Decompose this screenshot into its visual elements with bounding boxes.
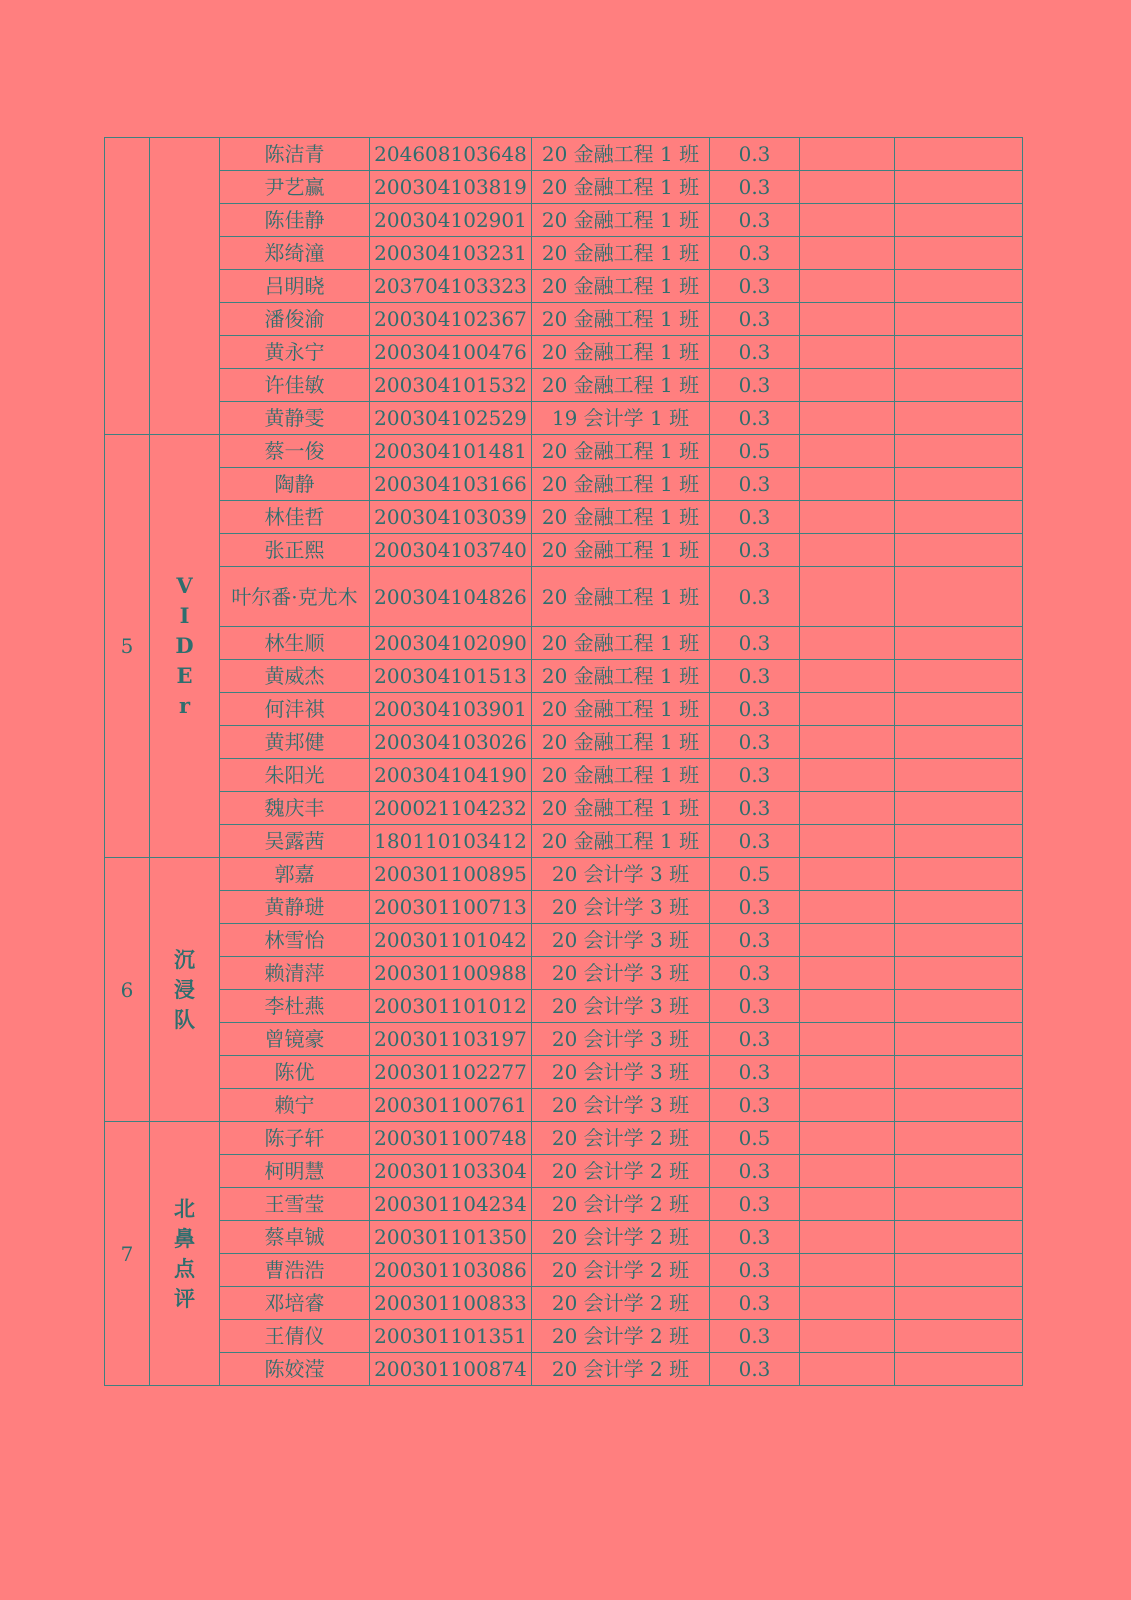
score-value: 0.3 [710, 693, 800, 726]
student-id: 200301100895 [370, 858, 532, 891]
member-name: 郭嘉 [220, 858, 370, 891]
class-name: 20 金融工程 1 班 [532, 171, 710, 204]
member-name: 陈子轩 [220, 1122, 370, 1155]
score-value: 0.5 [710, 858, 800, 891]
score-value: 0.3 [710, 1056, 800, 1089]
table-row [105, 1353, 1023, 1386]
student-id: 200304101532 [370, 369, 532, 402]
member-name: 吴露茜 [220, 825, 370, 858]
score-value: 0.3 [710, 303, 800, 336]
table-row [105, 237, 1023, 270]
student-id: 200304101481 [370, 435, 532, 468]
team-name-cell [150, 138, 220, 435]
empty-cell [895, 1254, 1023, 1287]
table-row [105, 1089, 1023, 1122]
empty-cell [800, 990, 895, 1023]
score-value: 0.3 [710, 891, 800, 924]
empty-cell [800, 501, 895, 534]
class-name: 20 会计学 2 班 [532, 1287, 710, 1320]
table-row [105, 726, 1023, 759]
empty-cell [895, 534, 1023, 567]
class-name: 20 会计学 2 班 [532, 1188, 710, 1221]
class-name: 20 会计学 3 班 [532, 957, 710, 990]
score-value: 0.3 [710, 1353, 800, 1386]
class-name: 20 金融工程 1 班 [532, 270, 710, 303]
member-name: 陈优 [220, 1056, 370, 1089]
table-row [105, 501, 1023, 534]
score-value: 0.3 [710, 369, 800, 402]
member-name: 陈洁青 [220, 138, 370, 171]
student-id: 200301102277 [370, 1056, 532, 1089]
table-row [105, 693, 1023, 726]
empty-cell [800, 567, 895, 627]
member-name: 尹艺赢 [220, 171, 370, 204]
empty-cell [895, 1221, 1023, 1254]
team-name: VIDEr [175, 573, 194, 718]
student-id: 200304100476 [370, 336, 532, 369]
empty-cell [800, 435, 895, 468]
empty-cell [800, 336, 895, 369]
class-name: 20 会计学 2 班 [532, 1353, 710, 1386]
student-id: 200301100874 [370, 1353, 532, 1386]
score-value: 0.3 [710, 759, 800, 792]
empty-cell [800, 1353, 895, 1386]
empty-cell [895, 204, 1023, 237]
class-name: 20 会计学 2 班 [532, 1221, 710, 1254]
score-value: 0.3 [710, 1155, 800, 1188]
table-row [105, 627, 1023, 660]
empty-cell [800, 1155, 895, 1188]
member-name: 赖清萍 [220, 957, 370, 990]
empty-cell [800, 237, 895, 270]
member-name: 陈佳静 [220, 204, 370, 237]
member-name: 黄静雯 [220, 402, 370, 435]
class-name: 20 会计学 3 班 [532, 924, 710, 957]
table-row [105, 1023, 1023, 1056]
class-name: 20 会计学 2 班 [532, 1320, 710, 1353]
student-id: 200304103901 [370, 693, 532, 726]
member-name: 黄永宁 [220, 336, 370, 369]
score-value: 0.3 [710, 171, 800, 204]
class-name: 20 金融工程 1 班 [532, 726, 710, 759]
empty-cell [800, 1122, 895, 1155]
score-value: 0.3 [710, 138, 800, 171]
student-id: 200301101351 [370, 1320, 532, 1353]
empty-cell [800, 204, 895, 237]
empty-cell [895, 924, 1023, 957]
empty-cell [800, 1254, 895, 1287]
student-id: 200304102901 [370, 204, 532, 237]
score-value: 0.3 [710, 270, 800, 303]
member-name: 潘俊渝 [220, 303, 370, 336]
student-id: 200301100713 [370, 891, 532, 924]
empty-cell [800, 891, 895, 924]
student-id: 200301101012 [370, 990, 532, 1023]
member-name: 朱阳光 [220, 759, 370, 792]
empty-cell [800, 726, 895, 759]
student-id: 203704103323 [370, 270, 532, 303]
member-name: 黄邦健 [220, 726, 370, 759]
member-name: 蔡卓铖 [220, 1221, 370, 1254]
class-name: 20 金融工程 1 班 [532, 759, 710, 792]
empty-cell [800, 270, 895, 303]
class-name: 20 金融工程 1 班 [532, 237, 710, 270]
team-name: 北鼻点评 [174, 1195, 195, 1311]
table-row [105, 990, 1023, 1023]
table-row [105, 435, 1023, 468]
empty-cell [895, 1023, 1023, 1056]
empty-cell [895, 759, 1023, 792]
team-name-cell [150, 435, 220, 858]
table-row [105, 534, 1023, 567]
group-number: 5 [105, 435, 150, 858]
member-name: 曾镜豪 [220, 1023, 370, 1056]
member-name: 李杜燕 [220, 990, 370, 1023]
student-id: 200304103231 [370, 237, 532, 270]
empty-cell [800, 138, 895, 171]
class-name: 20 会计学 3 班 [532, 990, 710, 1023]
student-id: 200304103026 [370, 726, 532, 759]
student-id: 200301100748 [370, 1122, 532, 1155]
member-name: 蔡一俊 [220, 435, 370, 468]
score-value: 0.3 [710, 957, 800, 990]
table-row [105, 1155, 1023, 1188]
empty-cell [895, 1056, 1023, 1089]
table-row [105, 468, 1023, 501]
score-value: 0.3 [710, 825, 800, 858]
member-name: 陶静 [220, 468, 370, 501]
score-value: 0.3 [710, 534, 800, 567]
table-row [105, 270, 1023, 303]
member-name: 黄静琎 [220, 891, 370, 924]
member-name: 林生顺 [220, 627, 370, 660]
empty-cell [800, 303, 895, 336]
empty-cell [800, 627, 895, 660]
empty-cell [895, 237, 1023, 270]
student-id: 200301104234 [370, 1188, 532, 1221]
empty-cell [800, 792, 895, 825]
class-name: 20 金融工程 1 班 [532, 792, 710, 825]
member-table [104, 137, 1023, 1386]
group-number: 7 [105, 1122, 150, 1386]
empty-cell [895, 1155, 1023, 1188]
score-value: 0.3 [710, 627, 800, 660]
student-id: 200304103740 [370, 534, 532, 567]
table-row [105, 138, 1023, 171]
empty-cell [895, 1320, 1023, 1353]
empty-cell [800, 1221, 895, 1254]
empty-cell [895, 627, 1023, 660]
table-row [105, 759, 1023, 792]
member-name: 魏庆丰 [220, 792, 370, 825]
student-id: 180110103412 [370, 825, 532, 858]
empty-cell [800, 924, 895, 957]
member-name: 许佳敏 [220, 369, 370, 402]
score-value: 0.5 [710, 1122, 800, 1155]
member-name: 王雪莹 [220, 1188, 370, 1221]
class-name: 20 金融工程 1 班 [532, 627, 710, 660]
class-name: 19 会计学 1 班 [532, 402, 710, 435]
empty-cell [895, 336, 1023, 369]
student-id: 200304103166 [370, 468, 532, 501]
student-id: 200021104232 [370, 792, 532, 825]
member-table-body [105, 138, 1023, 1386]
score-value: 0.3 [710, 1023, 800, 1056]
student-id: 200304101513 [370, 660, 532, 693]
member-name: 林佳哲 [220, 501, 370, 534]
empty-cell [895, 1122, 1023, 1155]
table-row [105, 567, 1023, 627]
score-value: 0.3 [710, 792, 800, 825]
score-value: 0.3 [710, 660, 800, 693]
score-value: 0.3 [710, 1320, 800, 1353]
table-row [105, 1320, 1023, 1353]
empty-cell [800, 534, 895, 567]
empty-cell [895, 270, 1023, 303]
table-row [105, 402, 1023, 435]
class-name: 20 会计学 3 班 [532, 891, 710, 924]
class-name: 20 金融工程 1 班 [532, 534, 710, 567]
class-name: 20 金融工程 1 班 [532, 303, 710, 336]
student-id: 200304103819 [370, 171, 532, 204]
table-row [105, 204, 1023, 237]
member-name: 曹浩浩 [220, 1254, 370, 1287]
student-id: 200301100988 [370, 957, 532, 990]
empty-cell [895, 825, 1023, 858]
member-name: 何沣祺 [220, 693, 370, 726]
empty-cell [895, 369, 1023, 402]
student-id: 204608103648 [370, 138, 532, 171]
student-id: 200304102090 [370, 627, 532, 660]
class-name: 20 金融工程 1 班 [532, 369, 710, 402]
score-value: 0.3 [710, 1089, 800, 1122]
empty-cell [895, 792, 1023, 825]
student-id: 200304104826 [370, 567, 532, 627]
class-name: 20 会计学 2 班 [532, 1122, 710, 1155]
table-row [105, 1056, 1023, 1089]
group-number [105, 138, 150, 435]
class-name: 20 金融工程 1 班 [532, 468, 710, 501]
score-value: 0.3 [710, 924, 800, 957]
table-row [105, 858, 1023, 891]
score-value: 0.3 [710, 237, 800, 270]
student-id: 200301103304 [370, 1155, 532, 1188]
empty-cell [800, 1089, 895, 1122]
class-name: 20 金融工程 1 班 [532, 693, 710, 726]
table-row [105, 1287, 1023, 1320]
empty-cell [800, 369, 895, 402]
member-name: 陈姣滢 [220, 1353, 370, 1386]
empty-cell [800, 171, 895, 204]
score-value: 0.3 [710, 1188, 800, 1221]
empty-cell [800, 759, 895, 792]
table-row [105, 924, 1023, 957]
empty-cell [895, 303, 1023, 336]
empty-cell [895, 567, 1023, 627]
empty-cell [895, 1188, 1023, 1221]
score-value: 0.3 [710, 990, 800, 1023]
table-row [105, 1254, 1023, 1287]
table-row [105, 369, 1023, 402]
student-id: 200304103039 [370, 501, 532, 534]
table-row [105, 1221, 1023, 1254]
empty-cell [800, 858, 895, 891]
empty-cell [800, 693, 895, 726]
class-name: 20 金融工程 1 班 [532, 435, 710, 468]
empty-cell [800, 1023, 895, 1056]
empty-cell [800, 1320, 895, 1353]
empty-cell [895, 1353, 1023, 1386]
table-row [105, 957, 1023, 990]
student-id: 200301101350 [370, 1221, 532, 1254]
table-row [105, 825, 1023, 858]
member-name: 赖宁 [220, 1089, 370, 1122]
empty-cell [895, 891, 1023, 924]
score-value: 0.3 [710, 567, 800, 627]
class-name: 20 会计学 3 班 [532, 1089, 710, 1122]
class-name: 20 会计学 3 班 [532, 858, 710, 891]
table-row [105, 891, 1023, 924]
score-value: 0.3 [710, 402, 800, 435]
member-name: 叶尔番·克尤木 [220, 567, 370, 627]
table-row [105, 1188, 1023, 1221]
class-name: 20 会计学 2 班 [532, 1155, 710, 1188]
member-name: 王倩仪 [220, 1320, 370, 1353]
empty-cell [895, 693, 1023, 726]
class-name: 20 会计学 3 班 [532, 1023, 710, 1056]
score-value: 0.3 [710, 501, 800, 534]
group-number: 6 [105, 858, 150, 1122]
member-name: 邓培睿 [220, 1287, 370, 1320]
empty-cell [895, 990, 1023, 1023]
table-row [105, 303, 1023, 336]
class-name: 20 金融工程 1 班 [532, 567, 710, 627]
empty-cell [800, 1056, 895, 1089]
score-value: 0.3 [710, 1287, 800, 1320]
score-value: 0.3 [710, 1254, 800, 1287]
empty-cell [895, 1089, 1023, 1122]
empty-cell [895, 1287, 1023, 1320]
score-value: 0.3 [710, 468, 800, 501]
student-id: 200301101042 [370, 924, 532, 957]
member-name: 林雪怡 [220, 924, 370, 957]
member-name: 张正熙 [220, 534, 370, 567]
score-value: 0.5 [710, 435, 800, 468]
score-value: 0.3 [710, 726, 800, 759]
class-name: 20 会计学 3 班 [532, 1056, 710, 1089]
empty-cell [895, 660, 1023, 693]
empty-cell [800, 1287, 895, 1320]
team-name: 沉浸队 [174, 946, 195, 1032]
student-id: 200301103086 [370, 1254, 532, 1287]
table-row [105, 336, 1023, 369]
class-name: 20 金融工程 1 班 [532, 204, 710, 237]
class-name: 20 金融工程 1 班 [532, 501, 710, 534]
table-row [105, 171, 1023, 204]
class-name: 20 金融工程 1 班 [532, 138, 710, 171]
empty-cell [895, 435, 1023, 468]
empty-cell [800, 957, 895, 990]
empty-cell [895, 501, 1023, 534]
class-name: 20 金融工程 1 班 [532, 660, 710, 693]
student-id: 200304102529 [370, 402, 532, 435]
empty-cell [800, 402, 895, 435]
empty-cell [800, 825, 895, 858]
student-id: 200301100833 [370, 1287, 532, 1320]
member-name: 郑绮潼 [220, 237, 370, 270]
member-name: 黄威杰 [220, 660, 370, 693]
class-name: 20 金融工程 1 班 [532, 825, 710, 858]
student-id: 200304104190 [370, 759, 532, 792]
score-value: 0.3 [710, 336, 800, 369]
empty-cell [800, 660, 895, 693]
student-id: 200304102367 [370, 303, 532, 336]
empty-cell [895, 402, 1023, 435]
class-name: 20 金融工程 1 班 [532, 336, 710, 369]
empty-cell [895, 468, 1023, 501]
team-name-cell [150, 1122, 220, 1386]
empty-cell [895, 858, 1023, 891]
empty-cell [895, 957, 1023, 990]
table-row [105, 792, 1023, 825]
table-row [105, 660, 1023, 693]
table-row [105, 1122, 1023, 1155]
empty-cell [895, 171, 1023, 204]
member-name: 吕明晓 [220, 270, 370, 303]
empty-cell [895, 726, 1023, 759]
empty-cell [800, 468, 895, 501]
class-name: 20 会计学 2 班 [532, 1254, 710, 1287]
member-name: 柯明慧 [220, 1155, 370, 1188]
team-name-cell [150, 858, 220, 1122]
student-id: 200301103197 [370, 1023, 532, 1056]
empty-cell [895, 138, 1023, 171]
student-id: 200301100761 [370, 1089, 532, 1122]
score-value: 0.3 [710, 204, 800, 237]
score-value: 0.3 [710, 1221, 800, 1254]
empty-cell [800, 1188, 895, 1221]
